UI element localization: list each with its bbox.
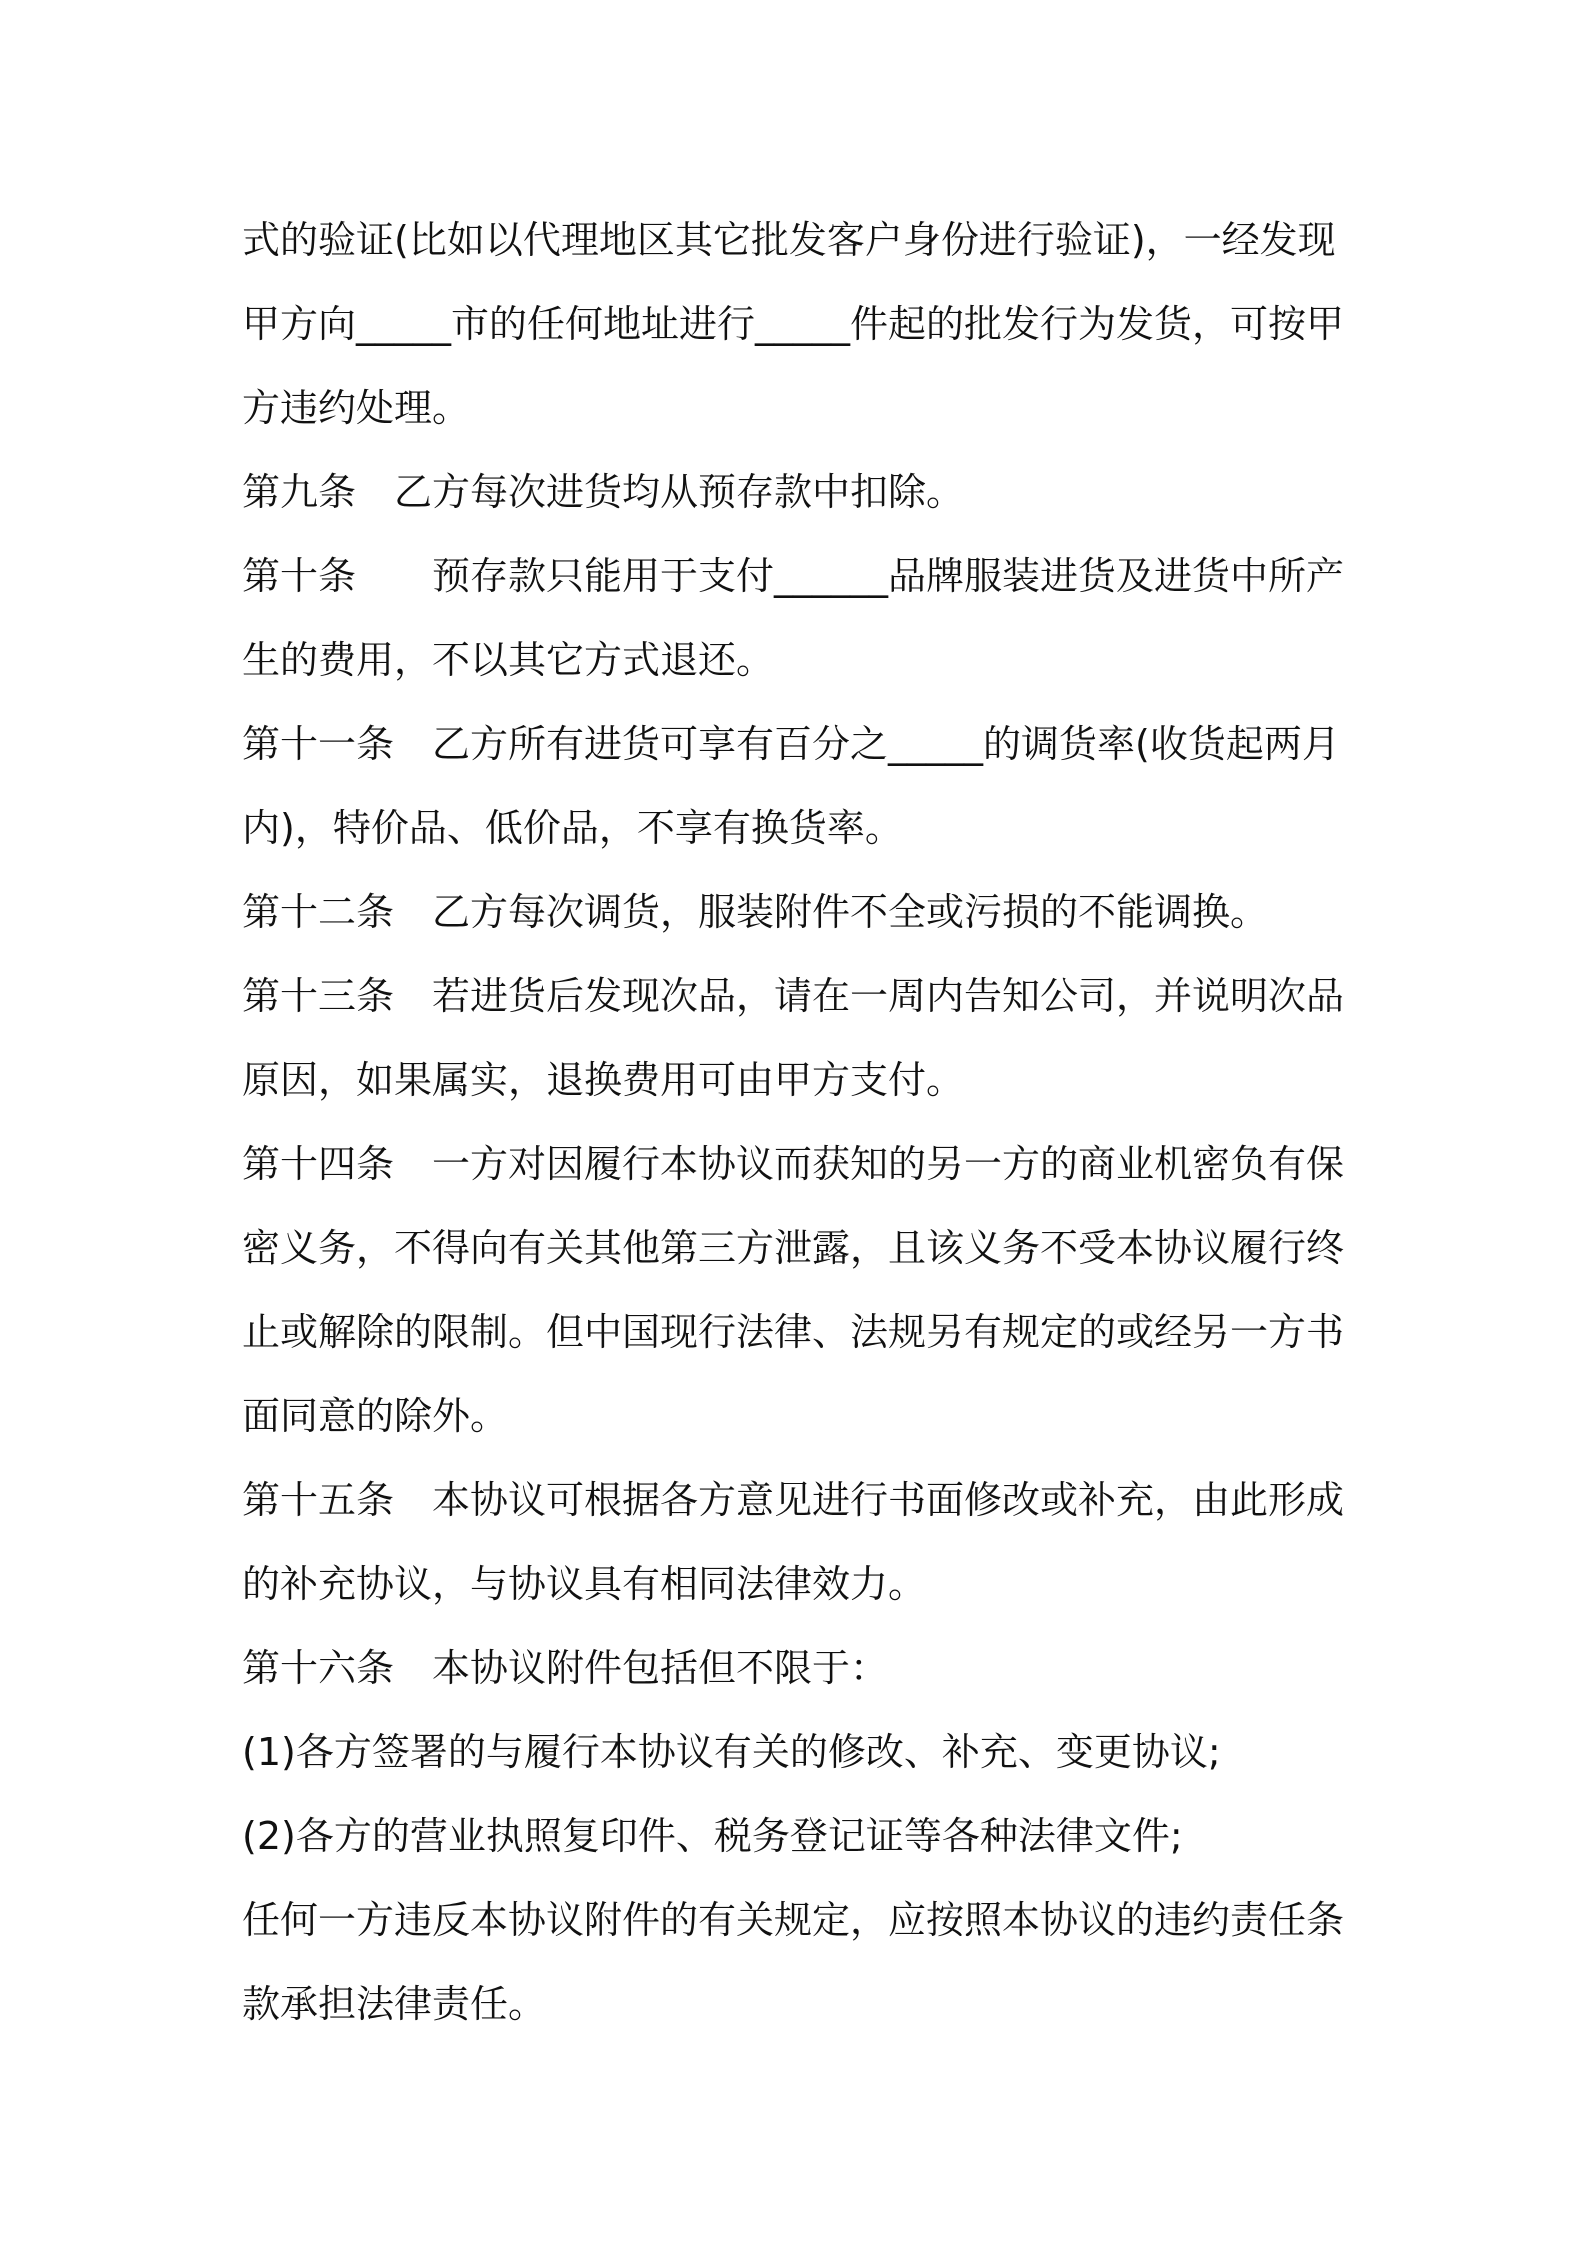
paragraph-continuation: 式的验证(比如以代理地区其它批发客户身份进行验证)，一经发现甲方向_____市的任何地址进行_____件起的批发行为发货，可按甲方违约处理。 <box>242 218 1345 430</box>
annex-item-1: (1)各方签署的与履行本协议有关的修改、补充、变更协议; <box>242 1730 1221 1774</box>
article-9: 第九条 乙方每次进货均从预存款中扣除。 <box>242 470 965 514</box>
annex-liability-clause: 任何一方违反本协议附件的有关规定，应按照本协议的违约责任条款承担法律责任。 <box>242 1898 1345 2026</box>
document-body <box>242 198 1362 2046</box>
article-11: 第十一条 乙方所有进货可享有百分之_____的调货率(收货起两月内)，特价品、低价品，不享有换货率。 <box>242 722 1340 850</box>
article-12: 第十二条 乙方每次调货，服装附件不全或污损的不能调换。 <box>242 890 1269 934</box>
article-15: 第十五条 本协议可根据各方意见进行书面修改或补充，由此形成的补充协议，与协议具有相同法律效力。 <box>242 1478 1345 1606</box>
article-16: 第十六条 本协议附件包括但不限于： <box>242 1646 889 1690</box>
article-13: 第十三条 若进货后发现次品，请在一周内告知公司，并说明次品原因，如果属实，退换费用可由甲方支付。 <box>242 974 1345 1102</box>
article-10: 第十条 预存款只能用于支付______品牌服装进货及进货中所产生的费用，不以其它方式退还。 <box>242 554 1345 682</box>
article-14: 第十四条 一方对因履行本协议而获知的另一方的商业机密负有保密义务，不得向有关其他第三方泄露，且该义务不受本协议履行终止或解除的限制。但中国现行法律、法规另有规定的或经另一方书面同意的除外。 <box>242 1142 1345 1438</box>
annex-item-2: (2)各方的营业执照复印件、税务登记证等各种法律文件; <box>242 1814 1183 1858</box>
